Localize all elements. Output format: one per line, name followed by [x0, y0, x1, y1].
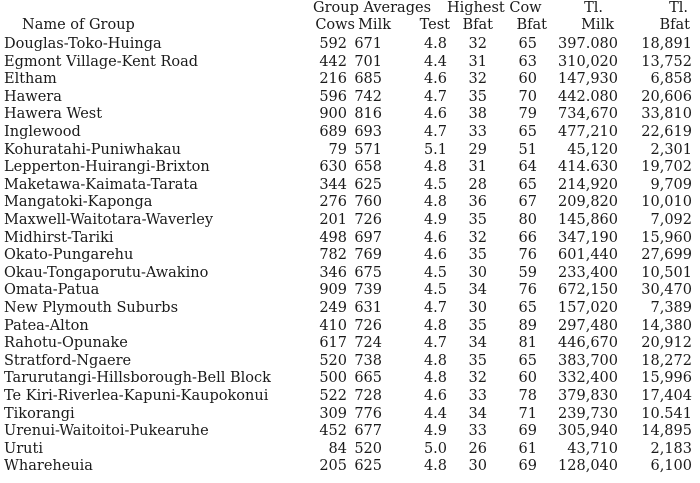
total-bfat-value: 10,501: [641, 264, 692, 281]
total-milk-value: 347,190: [558, 229, 618, 246]
table-row: [0, 194, 700, 211]
group-name: Okau-Tongaporutu-Awakino: [4, 264, 209, 281]
cows-value: 630: [319, 159, 347, 176]
milk-value: 816: [354, 106, 382, 123]
test-value: 4.8: [423, 36, 447, 52]
table-row: [0, 159, 700, 176]
total-milk-value: 397.080: [558, 36, 618, 52]
milk-value: 665: [354, 370, 382, 387]
group-name: Okato-Pungarehu: [4, 247, 134, 264]
test-value: 4.8: [423, 194, 447, 211]
table-row: [0, 36, 700, 53]
highest-cow-bfat-value: 69: [518, 423, 537, 440]
table-row: [0, 212, 700, 229]
milk-value: 693: [354, 124, 382, 140]
cows-value: 84: [328, 440, 347, 457]
cows-value: 346: [319, 264, 347, 281]
total-milk-value: 157,020: [558, 300, 618, 316]
table-row: [0, 370, 700, 387]
highest-cow-bfat-value: 80: [518, 212, 537, 228]
test-value: 4.6: [423, 388, 447, 404]
milk-value: 658: [354, 159, 382, 176]
highest-cow-bfat-value: 61: [518, 440, 537, 457]
test-value: 4.5: [423, 282, 447, 299]
total-bfat-value: 6,100: [650, 458, 692, 475]
milk-value: 742: [354, 88, 382, 105]
highest-cow-bfat-value: 89: [518, 317, 537, 334]
bfat-value: 33: [468, 388, 487, 404]
total-milk-value: 297,480: [558, 317, 618, 334]
total-bfat-value: 17,404: [641, 388, 692, 404]
cows-value: 452: [319, 423, 347, 440]
total-bfat-heading: Bfat: [659, 17, 690, 33]
total-bfat-value: 19,702: [641, 159, 692, 176]
total-milk-value: 477,210: [558, 124, 618, 140]
total-bfat-value: 2,301: [650, 141, 692, 158]
test-value: 4.4: [423, 53, 447, 70]
group-name: Whareheuia: [4, 458, 93, 475]
total-milk-heading-top: Tl.: [584, 0, 603, 16]
total-milk-value: 414.630: [558, 159, 618, 176]
milk-value: 738: [354, 352, 382, 369]
total-bfat-value: 9,709: [650, 176, 692, 193]
table-row: [0, 106, 700, 123]
cows-value: 410: [319, 317, 347, 334]
test-value: 4.5: [423, 264, 447, 281]
highest-cow-bfat-value: 81: [518, 335, 537, 352]
total-bfat-value: 22,619: [641, 124, 692, 140]
group-name: Inglewood: [4, 124, 81, 140]
group-name: Urenui-Waitoitoi-Pukearuhe: [4, 423, 209, 440]
cows-value: 617: [319, 335, 347, 352]
cows-value: 782: [319, 247, 347, 264]
group-name: Kohuratahi-Puniwhakau: [4, 141, 182, 158]
total-milk-value: 734,670: [558, 106, 618, 123]
test-value: 5.1: [423, 141, 447, 158]
cows-value: 344: [319, 176, 347, 193]
cows-value: 522: [319, 388, 347, 404]
cows-value: 201: [319, 212, 347, 228]
bfat-value: 32: [468, 229, 487, 246]
milk-heading: Milk: [358, 17, 391, 33]
milk-value: 701: [354, 53, 382, 70]
highest-cow-bfat-value: 76: [518, 247, 537, 264]
bfat-heading: Bfat: [462, 17, 493, 33]
highest-cow-bfat-value: 51: [518, 141, 537, 158]
test-value: 4.4: [423, 405, 447, 422]
milk-value: 739: [354, 282, 382, 299]
bfat-value: 35: [468, 247, 487, 264]
bfat-value: 33: [468, 124, 487, 140]
highest-cow-bfat-value: 69: [518, 458, 537, 475]
total-bfat-value: 7,389: [650, 300, 692, 316]
test-value: 4.8: [423, 317, 447, 334]
table-row: [0, 142, 700, 159]
table-row: [0, 406, 700, 423]
total-milk-value: 305,940: [558, 423, 618, 440]
bfat-value: 38: [468, 106, 487, 123]
test-value: 4.8: [423, 458, 447, 475]
milk-value: 675: [354, 264, 382, 281]
table-row: [0, 71, 700, 88]
highest-cow-bfat-value: 65: [518, 36, 537, 52]
highest-cow-bfat-value: 65: [518, 176, 537, 193]
total-milk-heading: Milk: [581, 17, 614, 33]
total-milk-value: 310,020: [558, 53, 618, 70]
highest-cow-bfat-value: 60: [518, 71, 537, 88]
table-row: [0, 282, 700, 299]
test-value: 4.6: [423, 106, 447, 123]
cows-value: 309: [319, 405, 347, 422]
group-name: Mangatoki-Kaponga: [4, 194, 153, 211]
milk-value: 724: [354, 335, 382, 352]
highest-cow-bfat-value: 67: [518, 194, 537, 211]
table-row: [0, 423, 700, 440]
highest-cow-bfat-heading: Bfat: [516, 17, 547, 33]
cows-value: 276: [319, 194, 347, 211]
total-bfat-value: 27,699: [641, 247, 692, 264]
highest-cow-bfat-value: 65: [518, 300, 537, 316]
bfat-value: 34: [468, 405, 487, 422]
group-name: Lepperton-Huirangi-Brixton: [4, 159, 210, 176]
total-bfat-value: 33,810: [641, 106, 692, 123]
bfat-value: 34: [468, 282, 487, 299]
cows-value: 909: [319, 282, 347, 299]
test-value: 5.0: [423, 440, 447, 457]
cows-value: 592: [319, 36, 347, 52]
group-name: New Plymouth Suburbs: [4, 300, 179, 316]
bfat-value: 30: [468, 458, 487, 475]
milk-value: 760: [354, 194, 382, 211]
bfat-value: 32: [468, 370, 487, 387]
bfat-value: 35: [468, 317, 487, 334]
cows-value: 205: [319, 458, 347, 475]
test-value: 4.7: [423, 300, 447, 316]
highest-cow-bfat-value: 59: [518, 264, 537, 281]
test-value: 4.9: [423, 212, 447, 228]
bfat-value: 30: [468, 264, 487, 281]
group-name: Midhirst-Tariki: [4, 229, 114, 246]
milk-value: 776: [354, 405, 382, 422]
total-bfat-value: 13,752: [641, 53, 692, 70]
total-bfat-value: 6,858: [650, 71, 692, 88]
milk-value: 769: [354, 247, 382, 264]
total-bfat-value: 14,895: [641, 423, 692, 440]
milk-value: 631: [354, 300, 382, 316]
total-bfat-value: 10,010: [641, 194, 692, 211]
total-milk-value: 209,820: [558, 194, 618, 211]
table-row: [0, 458, 700, 475]
bfat-value: 35: [468, 88, 487, 105]
cows-value: 900: [319, 106, 347, 123]
group-name: Maketawa-Kaimata-Tarata: [4, 176, 198, 193]
total-milk-value: 383,700: [558, 352, 618, 369]
total-milk-value: 128,040: [558, 458, 618, 475]
cows-value: 596: [319, 88, 347, 105]
highest-cow-bfat-value: 65: [518, 352, 537, 369]
milk-value: 625: [354, 176, 382, 193]
bfat-value: 32: [468, 36, 487, 52]
total-bfat-value: 14,380: [641, 317, 692, 334]
table-row: [0, 265, 700, 282]
test-value: 4.8: [423, 370, 447, 387]
cows-value: 520: [319, 352, 347, 369]
bfat-value: 28: [468, 176, 487, 193]
bfat-value: 30: [468, 300, 487, 316]
test-value: 4.9: [423, 423, 447, 440]
total-bfat-value: 15,996: [641, 370, 692, 387]
highest-cow-bfat-value: 70: [518, 88, 537, 105]
table-row: [0, 177, 700, 194]
group-name: Patea-Alton: [4, 317, 89, 334]
total-bfat-value: 20,912: [641, 335, 692, 352]
total-milk-value: 147,930: [558, 71, 618, 88]
milk-value: 697: [354, 229, 382, 246]
bfat-value: 32: [468, 71, 487, 88]
total-milk-value: 332,400: [558, 370, 618, 387]
bfat-value: 36: [468, 194, 487, 211]
group-name: Stratford-Ngaere: [4, 352, 132, 369]
table-row: [0, 335, 700, 352]
total-bfat-value: 18,891: [641, 36, 692, 52]
test-value: 4.7: [423, 124, 447, 140]
cows-value: 498: [319, 229, 347, 246]
total-bfat-heading-top: Tl.: [669, 0, 688, 16]
milk-value: 671: [354, 36, 382, 52]
total-bfat-value: 15,960: [641, 229, 692, 246]
test-value: 4.8: [423, 159, 447, 176]
highest-cow-bfat-value: 78: [518, 388, 537, 404]
highest-cow-bfat-value: 63: [518, 53, 537, 70]
bfat-value: 31: [468, 53, 487, 70]
group-name: Eltham: [4, 71, 57, 88]
test-value: 4.6: [423, 229, 447, 246]
milk-value: 685: [354, 71, 382, 88]
name-of-group-heading: Name of Group: [22, 17, 135, 33]
group-name: Rahotu-Opunake: [4, 335, 128, 352]
total-bfat-value: 18,272: [641, 352, 692, 369]
group-name: Te Kiri-Riverlea-Kapuni-Kaupokonui: [4, 388, 269, 404]
bfat-value: 29: [468, 141, 487, 158]
total-bfat-value: 7,092: [650, 212, 692, 228]
group-averages-heading: Group Averages: [313, 0, 432, 16]
table-row: [0, 353, 700, 370]
milk-value: 726: [354, 212, 382, 228]
table-row: [0, 318, 700, 335]
group-name: Tikorangi: [4, 405, 75, 422]
highest-cow-bfat-value: 60: [518, 370, 537, 387]
cows-value: 500: [319, 370, 347, 387]
test-value: 4.6: [423, 71, 447, 88]
total-bfat-value: 2,183: [650, 440, 692, 457]
group-name: Uruti: [4, 440, 43, 457]
cows-value: 689: [319, 124, 347, 140]
group-name: Hawera: [4, 88, 62, 105]
highest-cow-bfat-value: 65: [518, 124, 537, 140]
milk-value: 520: [354, 440, 382, 457]
milk-value: 625: [354, 458, 382, 475]
total-milk-value: 672,150: [558, 282, 618, 299]
test-value: 4.6: [423, 247, 447, 264]
table-row: [0, 89, 700, 106]
highest-cow-bfat-value: 71: [518, 405, 537, 422]
total-milk-value: 379,830: [558, 388, 618, 404]
table-row: [0, 441, 700, 458]
cows-value: 249: [319, 300, 347, 316]
table-row: [0, 124, 700, 141]
bfat-value: 35: [468, 212, 487, 228]
bfat-value: 26: [468, 440, 487, 457]
group-name: Egmont Village-Kent Road: [4, 53, 199, 70]
cows-value: 216: [319, 71, 347, 88]
bfat-value: 31: [468, 159, 487, 176]
group-name: Maxwell-Waitotara-Waverley: [4, 212, 214, 228]
table-row: [0, 247, 700, 264]
cows-heading: Cows: [315, 17, 355, 33]
total-milk-value: 233,400: [558, 264, 618, 281]
total-bfat-value: 30,470: [641, 282, 692, 299]
table-row: [0, 54, 700, 71]
highest-cow-heading: Highest Cow: [447, 0, 542, 16]
milk-value: 728: [354, 388, 382, 404]
total-bfat-value: 20,606: [641, 88, 692, 105]
group-name: Omata-Patua: [4, 282, 100, 299]
total-milk-value: 145,860: [558, 212, 618, 228]
total-milk-value: 214,920: [558, 176, 618, 193]
table-row: [0, 388, 700, 405]
total-milk-value: 601,440: [558, 247, 618, 264]
milk-value: 726: [354, 317, 382, 334]
total-milk-value: 43,710: [567, 440, 618, 457]
table-row: [0, 230, 700, 247]
group-name: Hawera West: [4, 106, 103, 123]
bfat-value: 34: [468, 335, 487, 352]
test-heading: Test: [419, 17, 450, 33]
test-value: 4.7: [423, 335, 447, 352]
total-bfat-value: 10.541: [641, 405, 692, 422]
highest-cow-bfat-value: 64: [518, 159, 537, 176]
cows-value: 442: [319, 53, 347, 70]
test-value: 4.5: [423, 176, 447, 193]
highest-cow-bfat-value: 66: [518, 229, 537, 246]
group-name: Tarurutangi-Hillsborough-Bell Block: [4, 370, 271, 387]
total-milk-value: 45,120: [567, 141, 618, 158]
test-value: 4.7: [423, 88, 447, 105]
milk-value: 677: [354, 423, 382, 440]
total-milk-value: 442.080: [558, 88, 618, 105]
cows-value: 79: [328, 141, 347, 158]
group-name: Douglas-Toko-Huinga: [4, 36, 162, 52]
bfat-value: 33: [468, 423, 487, 440]
total-milk-value: 239,730: [558, 405, 618, 422]
highest-cow-bfat-value: 76: [518, 282, 537, 299]
table-row: [0, 300, 700, 317]
total-milk-value: 446,670: [558, 335, 618, 352]
highest-cow-bfat-value: 79: [518, 106, 537, 123]
bfat-value: 35: [468, 352, 487, 369]
test-value: 4.8: [423, 352, 447, 369]
milk-value: 571: [354, 141, 382, 158]
